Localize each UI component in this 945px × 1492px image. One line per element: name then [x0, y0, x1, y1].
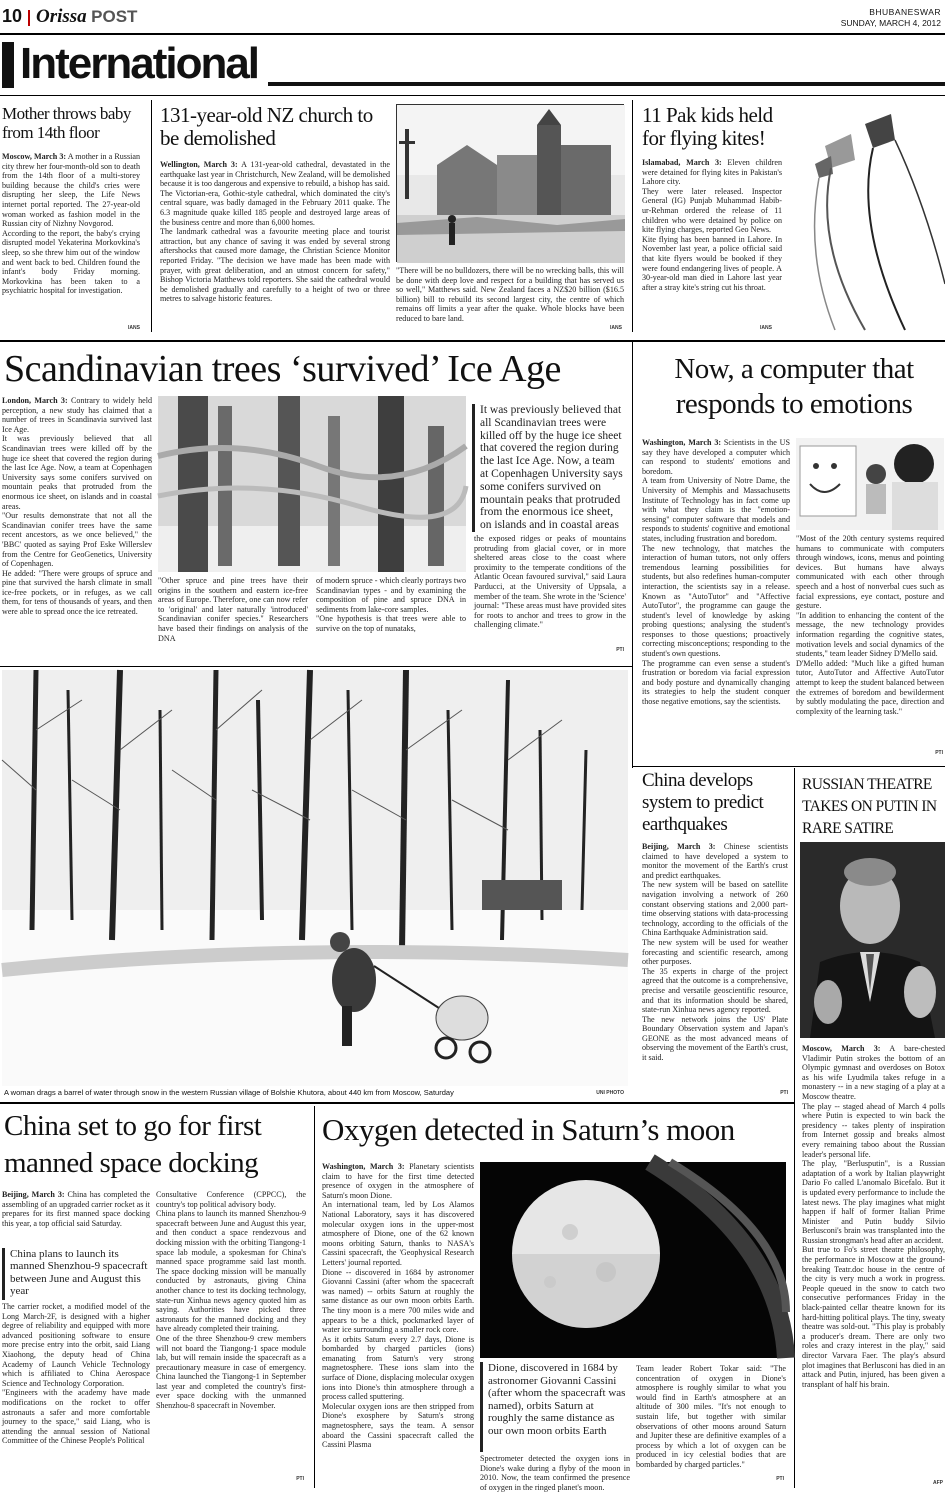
credit-quakes: PTI	[780, 1090, 788, 1096]
body-trees-col1	[2, 396, 152, 656]
credit-space: PTI	[296, 1476, 304, 1482]
body-pak-kids	[642, 158, 782, 334]
headline-pak-kids: 11 Pak kids held for flying kites!	[642, 103, 773, 150]
section-title: International	[20, 39, 259, 88]
headline-baby: Mother throws baby from 14th floor	[2, 104, 131, 142]
paper-name	[36, 6, 137, 28]
divider-5	[314, 1106, 315, 1488]
section-title-block	[0, 36, 945, 94]
headline-theatre: RUSSIAN THEATRE TAKES ON PUTIN IN RARE SATIRE	[802, 776, 937, 837]
story-baby	[2, 104, 140, 336]
body-computer-col2: "Most of the 20th century systems required humans to communicate with computers through windows, icons, menus and pointing devices. But humans have always communicated with each other through speech and a host of nonverbal cues such as facial expressions, eye contact, posture and gesture. "In addition to enhancing the content of the message, the new technology provides information regarding the cognitive states, motivation levels and social dynamics of the students," team leader Sidney D'Mello said. D'Mello added: "Much like a gifted human tutor, AutoTutor and Affective AutoTutor attempt to keep the student balanced between the extremes of boredom and bewilderment by subtly modulating the pace, direction and complexity of the learning task."	[796, 534, 944, 716]
headline-trees: Scandinavian trees ‘survived’ Ice Age	[4, 348, 561, 390]
body-saturn-col1	[322, 1162, 474, 1486]
pullquote-space: China plans to launch its manned Shenzhou-9 spacecraft between June and August this year	[2, 1248, 148, 1300]
body-space-col1-top	[2, 1190, 150, 1246]
dateline-baby: Moscow, March 3:	[2, 152, 67, 161]
story-pak-kids	[640, 104, 945, 336]
credit-baby: IANS	[128, 325, 140, 331]
credit-nz-church: IANS	[610, 325, 622, 331]
section-bottom-rule	[0, 95, 945, 96]
headline-quakes: China develops system to predict earthquakes	[642, 770, 764, 835]
text-quakes: Chinese scientists claimed to have developed a system to monitor the movement of the Earth's crust and predict earthquakes. The new system will be based on satellite navigation involving a network of 260 constant observing stations and 2,000 part-time observing stations with data-processing technology, according to the officials of the China Earthquake Administration said. The new system will be used for weather forecasting and scientific research, among other purposes. The 35 experts in charge of the project agreed that the outcome is a comprehensive, precise and versatile geoscientific resource, and that its information should be shared, state-run Xinhua news agency reported. The new network joins the US' Plate Boundary Observation system and Japan's GEONE as the most advanced means of observing the movement of the Earth's crust, it said.	[642, 842, 788, 1063]
divider-4	[794, 768, 795, 1488]
credit-theatre: AFP	[933, 1480, 943, 1486]
dateline-pak-kids: Islamabad, March 3:	[642, 158, 722, 167]
forest-image	[158, 396, 466, 572]
pullquote-saturn: Dione, discovered in 1684 by astronomer Giovanni Cassini (after whom the spacecraft was named), orbits Saturn at roughly the same distance as our own moon orbits Earth	[480, 1362, 628, 1452]
text-saturn-col1: Planetary scientists claim to have for the first time detected presence of oxygen in the atmosphere of Saturn's moon Dione. An international team, led by Los Alamos National Laboratory, says it has discovered molecular oxygen ions in the upper-most atmosphere of Dione, one of the 62 known moons orbiting Saturn, thanks to NASA's Cassini spacecraft, the 'Geophysical Research Letters' journal reported. Dione -- discovered in 1684 by astronomer Giovanni Cassini (after whom the spacecraft was named) -- orbits Saturn at roughly the same distance as our own moon orbits Earth. The tiny moon is a mere 700 miles wide and appears to be a thick, pockmarked layer of water ice surrounding a smaller rock core. As it orbits Saturn every 2.7 days, Dione is bombarded by charged particles (ions) emanating from Saturn's very strong magnetosphere. These ions slam into the surface of Dione, displacing molecular oxygen ions into Dione's thin atmosphere through a process called sputtering. Molecular oxygen ions are then stripped from Dione's exosphere by Saturn's strong magnetosphere, says the team. A sensor aboard the Cassini spacecraft called the Cassini Plasma	[322, 1162, 474, 1450]
headline-saturn: Oxygen detected in Saturn’s moon	[322, 1112, 735, 1147]
body-nz-church	[160, 160, 390, 334]
text-trees-col1: Contrary to widely held perception, a new study has claimed that a number of trees in Scandinavia survived last Ice Age. It was previously believed that all Scandinavian trees were killed off by the huge ice sheet that covered the region during the last Ice Age. Now, a team at Copenhagen University says some conifers survived on mountain peaks that protruded from the enormous ice sheet, on islands and in coastal areas. "Our results demonstrate that not all the Scandinavian conifer trees have the same recent ancestors, as we once believed," the 'BBC' quoted as saying Prof Eske Willerslev from the Centre for GeoGenetics, University of Copenhagen. He added: "There were groups of spruce and pine that survived the harsh climate in small ice-free pockets, or in refuges, as we call them, for tens of thousands of years, and then were able to spread once the ice retreated.	[2, 396, 152, 617]
computer-bottom-rule	[632, 766, 945, 767]
body-trees-col4: the exposed ridges or peaks of mountains protruding from glacial cover, or in more sheltered areas close to the coast where proximity to the temperate conditions of the Atlantic Ocean favoured survival," said Laura Parducci, at the University of Uppsala, a member of the team. She wrote in the 'Science' journal: "These areas must have provided sites for roots to anchor and trees to grow in the challenging climate."	[474, 534, 626, 630]
story-nz-church	[160, 104, 626, 336]
dateline-quakes: Beijing, March 3:	[642, 842, 716, 851]
body-quakes	[642, 842, 788, 1098]
church-image	[397, 105, 625, 263]
body-computer-col1	[642, 438, 790, 760]
dateline-theatre: Moscow, March 3:	[802, 1044, 881, 1053]
credit-trees: PTI	[616, 647, 624, 653]
divider-3	[632, 342, 633, 768]
dione-image	[480, 1162, 786, 1358]
text-theatre: A bare-chested Vladimir Putin strokes the bottom of an Olympic gymnast and overdoses on Botox as his wife Lyudmila takes refuge in a monastery -- in a new staging of a play at a Moscow theatre. The play -- staged ahead of March 4 polls where Putin is expected to win back the presidency -- takes plenty of inspiration from Internet gossip and breaks almost every remaining taboo about the Russian leader's personal life. The play, "Berlusputin", is a Russian adaptation of a work by Italian playwright Dario Fo called L'anomalo Bicefalo. But it is updated every performance to include the latest news. The play imagines what might happen if half of former Italian Prime Minister and Putin buddy Silvio Berlusconi's brain was transplanted into the Russian strongman's head after an accident. But true to Fo's street theatre philosophy, the performance in Moscow at the ground-breaking Teatr.doc house in the centre of the city is very much a work in progress. People queued in the snow to catch two consecutive performances Friday in the black-painted cellar theatre known for its hard-hitting political plays. The tiny, sweaty theatre was sold-out. "This play is probably a producer's dream. There are only two roles and crazy interest in the play," said director Varvara Faer. The play's absurd plot imagines that Berlusconi has died in an attack and Putin, injured, has been given a transplant of half his brain.	[802, 1044, 945, 1389]
section-bar	[2, 42, 14, 88]
masthead-rule	[0, 33, 945, 35]
page-number: 10	[2, 6, 23, 26]
city-name: BHUBANESWAR	[869, 7, 941, 17]
church-photo	[396, 104, 624, 262]
paper-name-italic: Orissa	[36, 6, 87, 27]
photo-bottom-rule	[0, 1102, 794, 1104]
body-trees-col3: of modern spruce - which clearly portrays two Scandinavian types - and by examining the composition of pine and spruce DNA in sediments from lake-core samples. "One hypothesis is that trees were able to survive on the top of nunataks,	[316, 576, 466, 633]
computer-image	[796, 438, 944, 530]
snow-photo	[2, 670, 628, 1086]
body-trees-col2: "Other spruce and pine trees have their origins in the southern and eastern ice-free areas of Europe. Therefore, one can now refer to 'original' and later naturally 'introduced' Scandinavian conifer species." Researchers have based their findings on analysis of the DNA	[158, 576, 308, 643]
snow-image	[2, 670, 628, 1086]
paper-name-bold: POST	[91, 7, 138, 26]
trees-bottom-rule	[0, 666, 632, 667]
dateline-nz-church: Wellington, March 3:	[160, 160, 238, 169]
text-nz-church: A 131-year-old cathedral, devastated in the earthquake last year in Christchurch, New Zealand, will be demolished because it is too dangerous and expensive to rebuild, a bishop has said. The Victorian-era, Gothic-style cathedral, which dominated the city's central square, was badly damaged in the February 2011 quake. The 6.3 magnitude quake killed 185 people and destroyed large areas of the business centre and more than 6,000 homes. The landmark cathedral was a favourite meeting place and tourist attraction, but any chance of saving it was ended by several strong aftershocks that caused more damage, the Christian Science Monitor reported Friday. "The decision we have made has been made with prayer, with great deliberation, and an utmost concern for safety," Bishop Victoria Matthews told reporters. She said the cathedral would be demolished gradually and carefully to a height of two or three metres to salvage historic features.	[160, 160, 390, 304]
credit-computer: PTI	[935, 750, 943, 756]
issue-date: SUNDAY, MARCH 4, 2012	[840, 18, 941, 28]
body-saturn-col2: Spectrometer detected the oxygen ions in Dione's wake during a flyby of the moon in 2010. Now, the team confirmed the presence of oxygen in the ringed planet's moon.	[480, 1454, 630, 1492]
kites-photo	[795, 104, 945, 330]
forest-photo	[158, 396, 466, 572]
dateline-trees: London, March 3:	[2, 396, 68, 405]
pullquote-trees: It was previously believed that all Scandinavian trees were killed off by the huge ice sheet that covered the region during the last Ice Age. Now, a team at Copenhagen University says some conifers survived on mountain peaks that protruded from the enormous ice sheet, on islands and in coastal areas	[472, 404, 624, 532]
headline-nz-church: 131-year-old NZ church to be demolished	[160, 103, 373, 150]
text-space-col1-top: China has completed the assembling of an upgraded carrier rocket as it prepares for its first manned space docking this year, a top official said Saturday.	[2, 1190, 150, 1228]
story-space	[0, 1108, 310, 1488]
text-baby: A mother in a Russian city threw her four-month-old son to death from the 14th floor of a multi-storey building because the child's cries were disrupting her sleep, the Life News internet portal reported. The 27-year-old woman worked as fashion model in the Russian city of Nizhny Novgorod. According to the report, the baby's crying disrupted model Yekaterina Morkovkina's sleep, so she threw him out of the window and went back to bed. Children found the infant's body Friday morning. Morkovkina has been taken to a psychiatric hospital for investigation.	[2, 152, 140, 296]
body-saturn-col3: Team leader Robert Tokar said: "The concentration of oxygen in Dione's atmosphere is roughly similar to what you would find in Earth's atmosphere at an altitude of 300 miles. "It's not enough to sustain life, but together with similar observations of other moons around Saturn and Jupiter these are definitive examples of a process by which a lot of oxygen can be produced in icy celestial bodies that are bombarded by charged particles."	[636, 1364, 786, 1469]
page-number-divider	[28, 10, 30, 26]
body-baby	[2, 152, 140, 332]
row1-bottom-rule	[0, 340, 945, 342]
story-trees	[0, 346, 632, 664]
body-theatre	[802, 1044, 945, 1484]
credit-saturn: PTI	[776, 1476, 784, 1482]
headline-space: China set to go for first manned space docking	[4, 1110, 262, 1179]
body-nz-church-right: "There will be no bulldozers, there will be no wrecking balls, this will be done with deep love and respect for a building that has served us so well," Matthews said. New Zealand faces a NZ$20 billion ($16.5 billion) bill to rebuild its second largest city, the centre of which remains off limits a year after the quake. Whole blocks have been reduced to bare land.	[396, 266, 624, 323]
masthead	[0, 0, 945, 34]
body-space-col2: Consultative Conference (CPPCC), the country's top political advisory body. China plans to launch its manned Shenzhou-9 spacecraft between June and August this year, and then conduct a space rendezvous and docking mission with the orbiting Tiangong-1 space lab module, a spokesman for China's manned space programme said last month. The space docking mission will be manually conducted by astronauts, giving China another chance to test its docking technology, state-run Xinhua news agency quoted him as saying. Authorities have picked three astronauts for the manned docking and they have already completed their training. One of the three Shenzhou-9 crew members will not board the Tiangong-1 space module lab, but will remain inside the spacecraft as a precautionary measure in case of emergency. China launched the Tiangong-1 in September last year and completed the country's first-ever space docking with the unmanned Shenzhou-8 spacecraft in November.	[156, 1190, 306, 1411]
dateline-saturn: Washington, March 3:	[322, 1162, 405, 1171]
divider-1	[151, 100, 152, 332]
putin-image	[800, 842, 945, 1038]
computer-photo	[796, 438, 944, 530]
snow-caption: A woman drags a barrel of water through snow in the western Russian village of Bolshie Khutora, about 440 km from Moscow, Saturday	[4, 1088, 454, 1097]
putin-photo	[800, 842, 945, 1038]
snow-credit: UNI PHOTO	[596, 1090, 624, 1096]
body-space-col1-bottom: The carrier rocket, a modified model of the Long March-2F, is designed with a higher degree of reliability and equipped with more advanced positioning software to ensure more precise entry into the orbit, said Liang Xiaohong, the deputy head of China Academy of Launch Vehicle Technology which is affiliated to China Aerospace Science and Technology Corporation. "Engineers with the academy have made modifications on the rocket to offer astronauts a safer and more comfortable journey to the space," said Liang, who is attending the annual session of National Committee of the Chinese People's Political	[2, 1302, 150, 1446]
headline-computer: Now, a computer that responds to emotions	[674, 353, 914, 420]
dateline-space: Beijing, March 3:	[2, 1190, 65, 1199]
divider-2	[632, 100, 633, 332]
text-pak-kids: Eleven children were detained for flying kites in Pakistan's Lahore city. They were later released. Inspector General (IG) Punjab Muhammad Habib-ur-Rehman ordered the release of 11 children who were detained by police on kite flying charges, reported Geo News. Kite flying has been banned in Lahore. In November last year, a police official said that kite flyers would be booked if they were found endangering lives of people. A 30-year-old man died in Lahore last year after a stray kite's string cut his throat.	[642, 158, 782, 292]
dione-photo	[480, 1162, 786, 1358]
story-quakes	[640, 770, 790, 1100]
text-computer-col1: Scientists in the US say they have developed a computer which can respond to students' emotions and boredom. A team from University of Notre Dame, the University of Memphis and Massachusetts Institute of Technology has in fact come up with what they claim is the "emotion-sensing" computer software that models and responds to students' cognitive and emotional states, including frustration and boredom. The new technology, that matches the interaction of human tutors, not only offers tremendous learning possibilities for students, but also redefines human-computer interaction, the scientists say in a release. Known as "AutoTutor" and "Affective AutoTutor", the programme can gauge the student's level of knowledge by asking probing questions; analysing the student's responses to those questions; proactively correcting misconceptions; responding to the student's own questions. The programme can even sense a student's frustration or boredom via facial expression and body posture and dynamically changing its strategies to help the student conquer those negative emotions, say the scientists.	[642, 438, 790, 707]
credit-pak-kids: IANS	[760, 325, 772, 331]
story-theatre	[800, 772, 945, 1488]
section-title-rule	[268, 82, 945, 86]
story-saturn	[320, 1108, 790, 1492]
kites-image	[795, 104, 945, 330]
dateline-computer: Washington, March 3:	[642, 438, 722, 447]
story-computer	[640, 346, 945, 764]
